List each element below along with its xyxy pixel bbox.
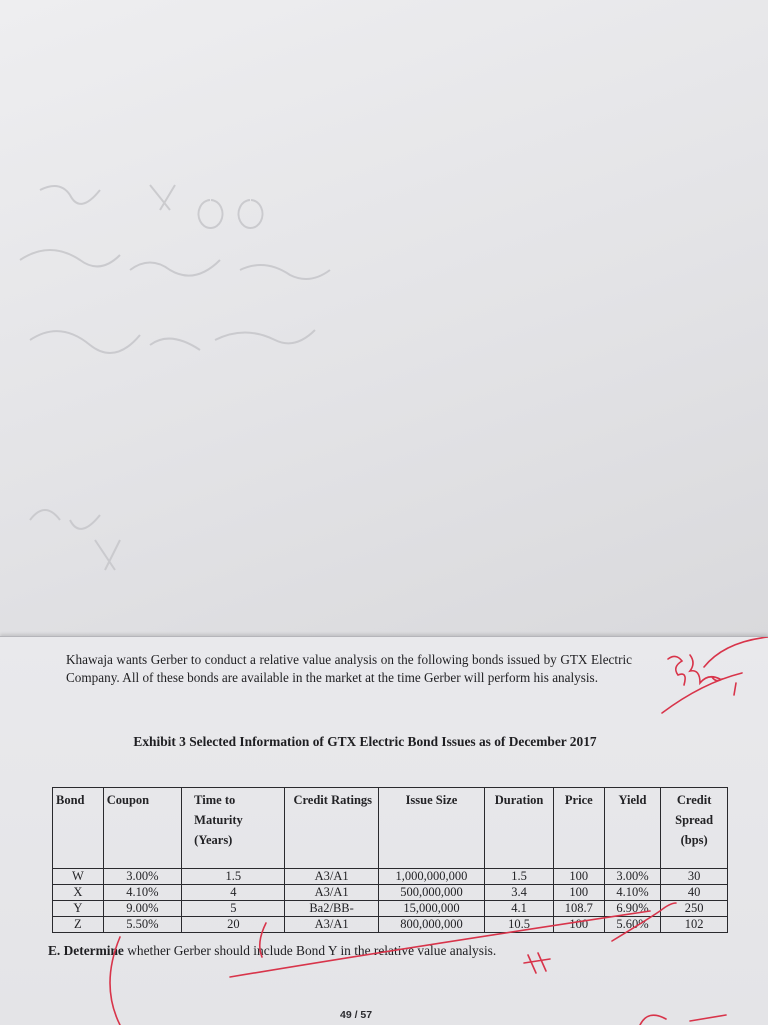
header-price: Price <box>553 788 604 869</box>
exhibit-title: Exhibit 3 Selected Information of GTX Electric Bond Issues as of December 2017 <box>133 734 597 749</box>
table-row <box>53 917 728 933</box>
cell-rating: A3/A1 <box>285 869 378 885</box>
cell-maturity: 20 <box>182 917 285 933</box>
cell-spread: 102 <box>661 917 728 933</box>
cell-spread: 40 <box>661 885 728 901</box>
ink-scribble-top-right <box>668 655 736 695</box>
cell-issue-size: 1,000,000,000 <box>378 869 484 885</box>
cell-spread: 30 <box>661 869 728 885</box>
cell-maturity: 5 <box>182 901 285 917</box>
table-row <box>53 901 728 917</box>
header-yield: Yield <box>604 788 661 869</box>
cell-duration: 1.5 <box>485 869 554 885</box>
ink-hash-mark <box>524 953 550 973</box>
header-coupon: Coupon <box>103 788 181 869</box>
cell-price: 100 <box>553 917 604 933</box>
table-row <box>53 885 728 901</box>
cell-rating: Ba2/BB- <box>285 901 378 917</box>
bond-table <box>52 787 728 933</box>
cell-bond: W <box>53 869 104 885</box>
cell-price: 108.7 <box>553 901 604 917</box>
cell-coupon: 9.00% <box>103 901 181 917</box>
table-row <box>53 869 728 885</box>
intro-paragraph: Khawaja wants Gerber to conduct a relative value analysis on the following bonds issued by GTX Electric Company. All of these bonds are available in the market at the time Gerber will perform his analysis. <box>66 652 632 685</box>
cell-duration: 3.4 <box>485 885 554 901</box>
cell-coupon: 4.10% <box>103 885 181 901</box>
page-number: 49 / 57 <box>340 1009 373 1021</box>
cell-bond: X <box>53 885 104 901</box>
header-duration: Duration <box>485 788 554 869</box>
cell-coupon: 5.50% <box>103 917 181 933</box>
cell-bond: Y <box>53 901 104 917</box>
cell-spread: 250 <box>661 901 728 917</box>
header-credit-spread: Credit Spread (bps) <box>661 788 728 869</box>
cell-issue-size: 500,000,000 <box>378 885 484 901</box>
header-issue-size: Issue Size <box>378 788 484 869</box>
cell-price: 100 <box>553 869 604 885</box>
cell-yield: 4.10% <box>604 885 661 901</box>
cell-yield: 5.60% <box>604 917 661 933</box>
cell-bond: Z <box>53 917 104 933</box>
cell-price: 100 <box>553 885 604 901</box>
cell-duration: 4.1 <box>485 901 554 917</box>
question-verb: Determine <box>63 943 124 958</box>
header-credit-ratings: Credit Ratings <box>285 788 378 869</box>
cell-issue-size: 800,000,000 <box>378 917 484 933</box>
cell-maturity: 4 <box>182 885 285 901</box>
cell-coupon: 3.00% <box>103 869 181 885</box>
ink-curve-top-right <box>704 637 768 667</box>
header-time-to-maturity: Time to Maturity (Years) <box>182 788 285 869</box>
cell-rating: A3/A1 <box>285 885 378 901</box>
document-page <box>0 636 768 1025</box>
table-header-row <box>53 788 728 869</box>
cell-maturity: 1.5 <box>182 869 285 885</box>
cell-yield: 6.90% <box>604 901 661 917</box>
cell-duration: 10.5 <box>485 917 554 933</box>
cell-issue-size: 15,000,000 <box>378 901 484 917</box>
cell-rating: A3/A1 <box>285 917 378 933</box>
cell-yield: 3.00% <box>604 869 661 885</box>
question-e <box>48 943 496 959</box>
question-label: E. <box>48 943 61 958</box>
header-bond: Bond <box>53 788 104 869</box>
ink-diagonal-stroke <box>662 673 742 713</box>
question-text: whether Gerber should include Bond Y in the relative value analysis. <box>127 943 497 958</box>
